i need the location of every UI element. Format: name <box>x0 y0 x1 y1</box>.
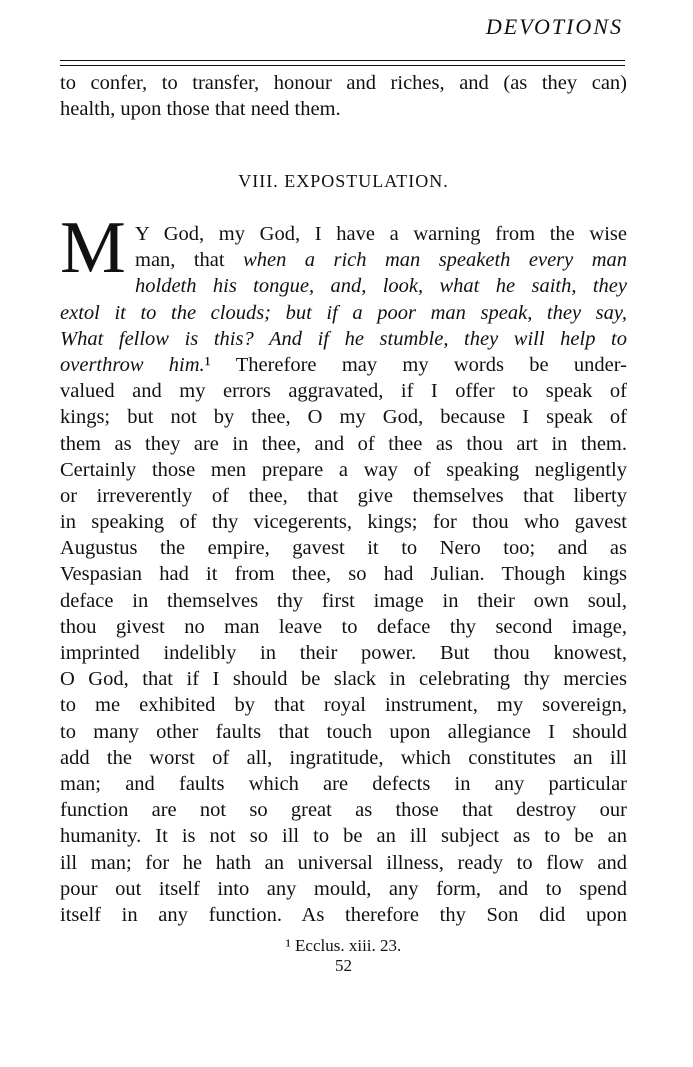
text-line: valued and my errors aggravated, if I offer to speak of <box>60 380 627 403</box>
text-line: imprinted indelibly in their power. But thou knowest, <box>60 642 627 664</box>
drop-cap: M <box>60 207 126 289</box>
text-line: itself in any function. As therefore thy Son did upon <box>60 903 627 926</box>
text-line: to confer, to transfer, honour and riches, and (as they can) <box>60 72 627 94</box>
text-line: extol it to the clouds; but if a poor man speak, they say, <box>60 301 627 324</box>
carryover-text <box>60 70 627 122</box>
text-line: health, upon those that need them. <box>60 98 341 121</box>
text-line: overthrow him.¹ Therefore may my words be under- <box>60 353 627 376</box>
text-line: them as they are in thee, and of thee as thou art in them. <box>60 432 627 455</box>
text-line: or irreverently of thee, that give themselves that liberty <box>60 484 627 507</box>
text-line: Y God, my God, I have a warning from the wise <box>135 223 627 245</box>
text-line: Vespasian had it from thee, so had Julian. Though kings <box>60 563 627 586</box>
body-paragraph <box>60 221 627 928</box>
text-line: kings; but not by thee, O my God, because I speak of <box>60 406 627 429</box>
footnote: ¹ Ecclus. xiii. 23. <box>285 936 402 955</box>
text-line: Augustus the empire, gavest it to Nero too; and as <box>60 537 627 560</box>
running-head: DEVOTIONS <box>485 14 623 39</box>
text-line: O God, that if I should be slack in celebrating thy mercies <box>60 668 627 691</box>
text-line: What fellow is this? And if he stumble, they will help to <box>60 327 627 350</box>
text-line: humanity. It is not so ill to be an ill subject as to be an <box>60 825 627 848</box>
text-line: Certainly those men prepare a way of speaking negligently <box>60 458 627 481</box>
header-rule-top <box>60 60 625 61</box>
text-line: deface in themselves thy first image in their own soul, <box>60 589 627 612</box>
text-line: pour out itself into any mould, any form, and to spend <box>60 877 627 900</box>
text-line: ill man; for he hath an universal illness, ready to flow and <box>60 851 627 874</box>
text-line: function are not so great as those that destroy our <box>60 799 627 822</box>
text-line: man, that when a rich man speaketh every man <box>135 249 627 272</box>
text-line: man; and faults which are defects in any particular <box>60 772 627 795</box>
section-heading: VIII. EXPOSTULATION. <box>238 171 449 191</box>
text-line: holdeth his tongue, and, look, what he saith, they <box>135 275 627 298</box>
text-line: thou givest no man leave to deface thy second image, <box>60 615 627 638</box>
text-line: in speaking of thy vicegerents, kings; for thou who gavest <box>60 511 627 534</box>
text-line: to many other faults that touch upon allegiance I should <box>60 720 627 743</box>
text-line: to me exhibited by that royal instrument, my sovereign, <box>60 694 627 717</box>
page-number: 52 <box>335 956 352 975</box>
header-rule-bottom <box>60 65 625 66</box>
text-line: add the worst of all, ingratitude, which constitutes an ill <box>60 746 627 769</box>
